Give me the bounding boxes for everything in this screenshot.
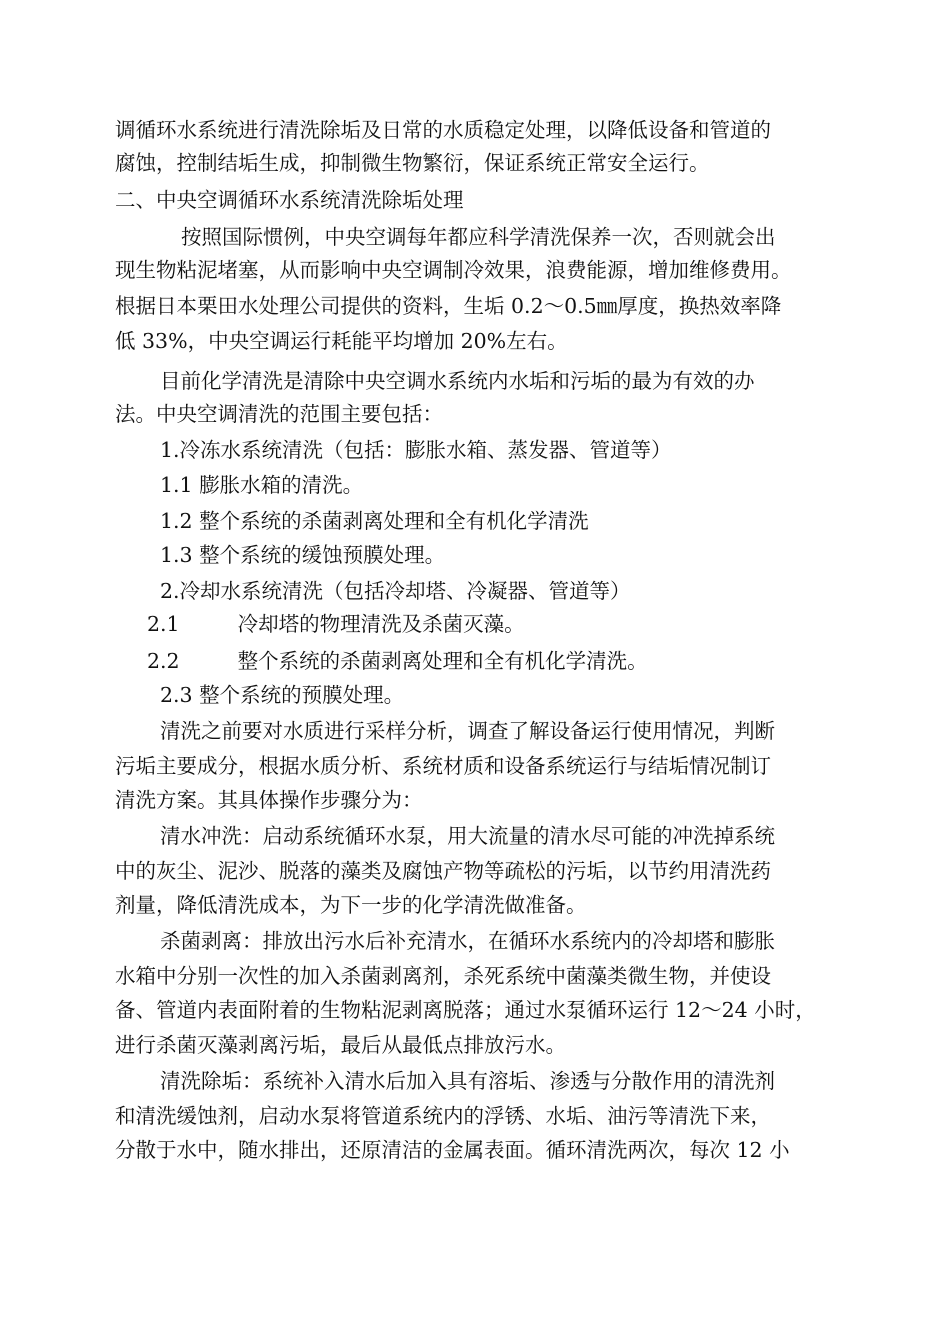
list-item: 1.2 整个系统的杀菌剥离处理和全有机化学清洗 (160, 509, 589, 533)
paragraph-line: 进行杀菌灭藻剥离污垢，最后从最低点排放污水。 (115, 1033, 566, 1057)
paragraph-line: 法。中央空调清洗的范围主要包括： (115, 402, 443, 426)
list-item: 2.3 整个系统的预膜处理。 (160, 683, 405, 707)
list-item-text: 整个系统的杀菌剥离处理和全有机化学清洗。 (237, 649, 648, 673)
paragraph-line: 目前化学清洗是清除中央空调水系统内水垢和污垢的最为有效的办 (160, 369, 755, 393)
list-item (147, 610, 525, 638)
paragraph-line: 按照国际惯例，中央空调每年都应科学清洗保养一次，否则就会出 (181, 225, 776, 249)
paragraph-line: 分散于水中，随水排出，还原清洁的金属表面。循环清洗两次，每次 12 小 (115, 1138, 790, 1162)
section-heading: 二、中央空调循环水系统清洗除垢处理 (115, 188, 464, 212)
paragraph-line: 中的灰尘、泥沙、脱落的藻类及腐蚀产物等疏松的污垢，以节约用清洗药 (115, 859, 771, 883)
paragraph-line: 清水冲洗：启动系统循环水泵，用大流量的清水尽可能的冲洗掉系统 (160, 824, 775, 848)
paragraph-line: 清洗之前要对水质进行采样分析，调查了解设备运行使用情况，判断 (160, 719, 775, 743)
list-item-number: 2.2 (147, 649, 180, 673)
list-item: 2.冷却水系统清洗（包括冷却塔、冷凝器、管道等） (160, 579, 631, 603)
paragraph-line: 调循环水系统进行清洗除垢及日常的水质稳定处理，以降低设备和管道的 (115, 118, 771, 142)
paragraph-line: 污垢主要成分，根据水质分析、系统材质和设备系统运行与结垢情况制订 (115, 754, 771, 778)
list-item: 1.3 整个系统的缓蚀预膜处理。 (160, 543, 446, 567)
paragraph-line: 清洗方案。其具体操作步骤分为： (115, 788, 423, 812)
list-item: 1.1 膨胀水箱的清洗。 (160, 473, 364, 497)
paragraph-line: 根据日本栗田水处理公司提供的资料，生垢 0.2～0.5㎜厚度，换热效率降 (115, 294, 782, 318)
paragraph-line: 杀菌剥离：排放出污水后补充清水，在循环水系统内的冷却塔和膨胀 (160, 929, 775, 953)
list-item-number: 2.1 (147, 612, 180, 636)
paragraph-line: 备、管道内表面附着的生物粘泥剥离脱落；通过水泵循环运行 12～24 小时， (115, 998, 816, 1022)
paragraph-line: 现生物粘泥堵塞，从而影响中央空调制冷效果，浪费能源，增加维修费用。 (115, 258, 792, 282)
paragraph-line: 和清洗缓蚀剂，启动水泵将管道系统内的浮锈、水垢、油污等清洗下来， (115, 1104, 771, 1128)
paragraph-line: 剂量，降低清洗成本，为下一步的化学清洗做准备。 (115, 893, 587, 917)
paragraph-line: 腐蚀，控制结垢生成，抑制微生物繁衍，保证系统正常安全运行。 (115, 151, 710, 175)
paragraph-line: 清洗除垢：系统补入清水后加入具有溶垢、渗透与分散作用的清洗剂 (160, 1069, 775, 1093)
list-item-text: 冷却塔的物理清洗及杀菌灭藻。 (237, 612, 525, 636)
list-item: 1.冷冻水系统清洗（包括：膨胀水箱、蒸发器、管道等） (160, 438, 672, 462)
paragraph-line: 低 33%，中央空调运行耗能平均增加 20%左右。 (115, 329, 568, 353)
paragraph-line: 水箱中分别一次性的加入杀菌剥离剂，杀死系统中菌藻类微生物，并使设 (115, 964, 771, 988)
list-item (147, 647, 648, 675)
